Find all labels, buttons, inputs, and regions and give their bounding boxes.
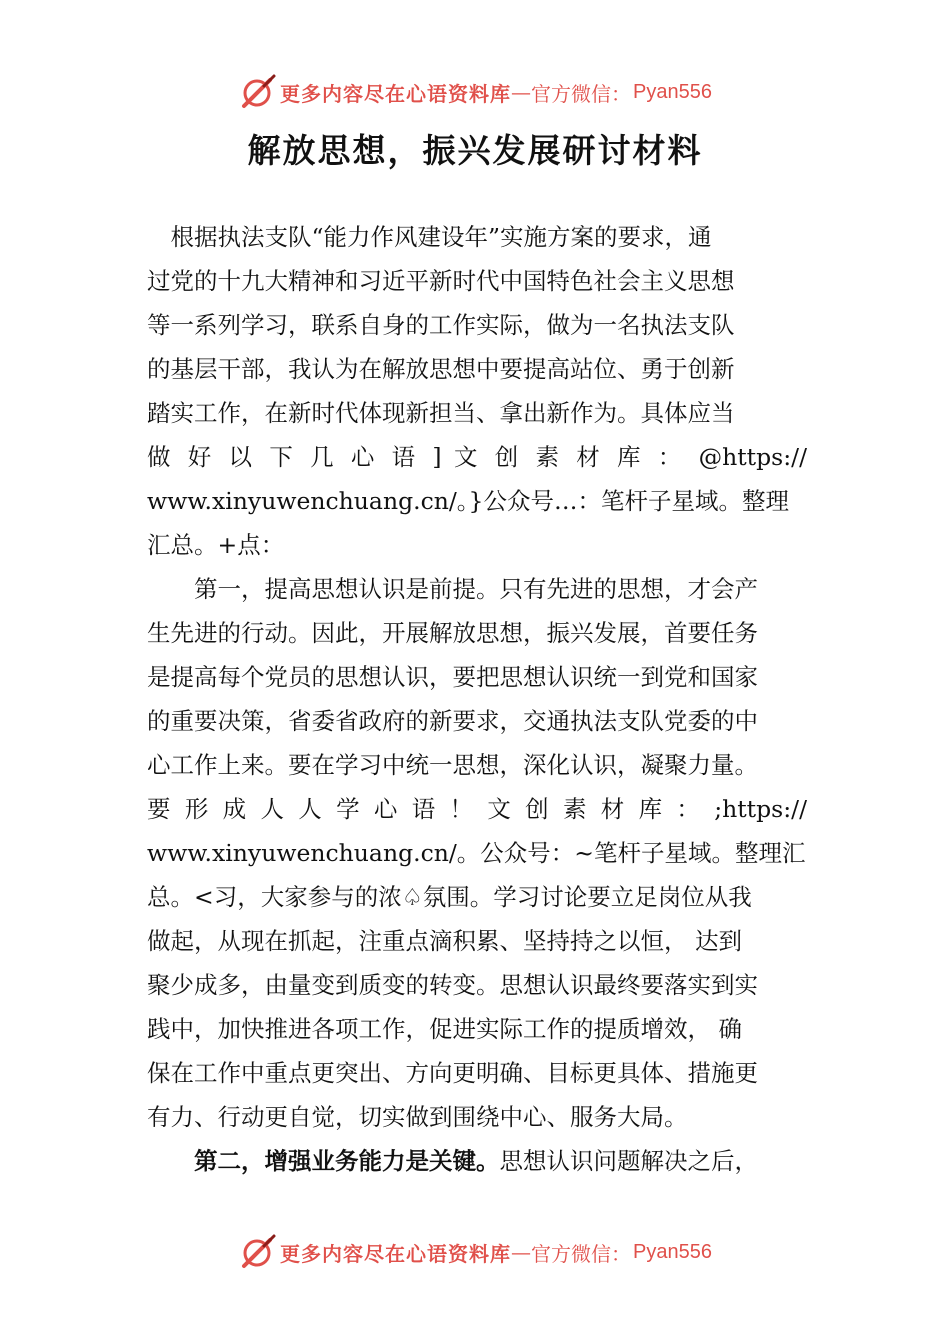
wechat-id: Pyan556 (633, 1240, 712, 1263)
body-line: 第一，提高思想认识是前提。只有先进的思想，才会产 (147, 575, 758, 603)
body-line: 心工作上来。要在学习中统一思想，深化认识，凝聚力量。 (147, 751, 758, 779)
watermark-separator: — (511, 80, 532, 104)
body-line: 总。<习，大家参与的浓♤氛围。学习讨论要立足岗位从我 (147, 883, 752, 911)
ink-brush-logo-icon (238, 1232, 278, 1272)
body-line: 的重要决策，省委省政府的新要求，交通执法支队党委的中 (147, 707, 758, 735)
section-heading: 第二，增强业务能力是关键。 (194, 1147, 500, 1175)
header-watermark (0, 72, 950, 112)
body-line: www.xinyuwenchuang.cn/。公众号：~笔杆子星域。整理汇 (147, 839, 806, 867)
body-line: 等一系列学习，联系自身的工作实际，做为一名执法支队 (147, 311, 735, 339)
document-title: 解放思想，振兴发展研讨材料 (247, 131, 703, 170)
body-line: 聚少成多，由量变到质变的转变。思想认识最终要落实到实 (147, 971, 758, 999)
body-line: 保在工作中重点更突出、方向更明确、目标更具体、措施更 (147, 1059, 758, 1087)
body-line: 根据执法支队“能力作风建设年”实施方案的要求，通 (147, 223, 712, 251)
body-line: 的基层干部，我认为在解放思想中要提高站位、勇于创新 (147, 355, 735, 383)
body-line: 是提高每个党员的思想认识，要把思想认识统一到党和国家 (147, 663, 758, 691)
body-line: 要 形 成 人 人 学 心 语 ！ 文 创 素 材 库 ： ;https:// (147, 795, 807, 823)
line-indent (147, 1147, 194, 1175)
body-line: 有力、行动更自觉，切实做到围绕中心、服务大局。 (147, 1103, 688, 1131)
ink-brush-logo-icon (238, 72, 278, 112)
body-line: 践中，加快推进各项工作，促进实际工作的提质增效， 确 (147, 1015, 742, 1043)
body-line: 过党的十九大精神和习近平新时代中国特色社会主义思想 (147, 267, 735, 295)
section-two-line (147, 1139, 807, 1183)
wechat-id: Pyan556 (633, 80, 712, 103)
section-text: 思想认识问题解决之后， (499, 1147, 758, 1175)
body-line: www.xinyuwenchuang.cn/。}公众号…：笔杆子星域。整理 (147, 487, 790, 515)
watermark-separator: — (511, 1240, 532, 1264)
body-line: 汇总。+点： (147, 531, 285, 559)
watermark-text: 更多内容尽在心语资料库 (280, 81, 512, 106)
wechat-label: 官方微信： (531, 1241, 632, 1266)
document-body (147, 215, 807, 1183)
footer-watermark (0, 1232, 950, 1272)
body-line: 做 好 以 下 几 心 语 ] 文 创 素 材 库 ： @https:// (147, 443, 807, 471)
body-line: 踏实工作，在新时代体现新担当、拿出新作为。具体应当 (147, 399, 735, 427)
watermark-text: 更多内容尽在心语资料库 (280, 1241, 512, 1266)
body-line: 做起，从现在抓起，注重点滴积累、坚持持之以恒， 达到 (147, 927, 742, 955)
body-line: 生先进的行动。因此，开展解放思想，振兴发展，首要任务 (147, 619, 758, 647)
wechat-label: 官方微信： (531, 81, 632, 106)
